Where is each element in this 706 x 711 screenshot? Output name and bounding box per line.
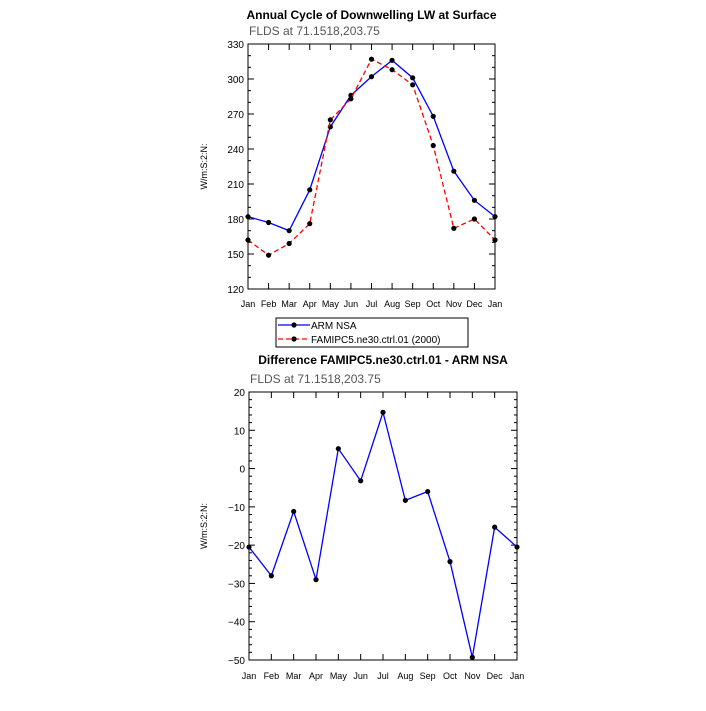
- series-2-point: [492, 237, 497, 242]
- series-2-point: [369, 57, 374, 62]
- y-tick-label: 0: [239, 464, 245, 476]
- y-tick-label: 10: [233, 426, 245, 438]
- series-2-point: [472, 216, 477, 221]
- x-tick-label: Nov: [445, 299, 462, 309]
- x-tick-label: Jun: [343, 299, 359, 309]
- y-tick-label: −20: [228, 541, 245, 553]
- x-tick-label: Feb: [260, 299, 277, 309]
- series-1-point: [410, 75, 415, 80]
- series-1-point: [470, 655, 475, 660]
- series-1-point: [245, 214, 250, 219]
- series-1-point: [431, 114, 436, 119]
- series-1-point: [492, 214, 497, 219]
- x-tick-label: Apr: [308, 671, 324, 681]
- y-tick-label: 270: [227, 110, 244, 121]
- chart-panel-2: [199, 353, 524, 681]
- series-1-point: [287, 228, 292, 233]
- x-tick-label: Dec: [486, 671, 503, 681]
- y-tick-label: 240: [227, 145, 244, 156]
- series-2-point: [431, 143, 436, 148]
- x-tick-label: Dec: [466, 299, 483, 309]
- x-tick-label: May: [321, 299, 339, 309]
- chart-subtitle: FLDS at 71.1518,203.75: [250, 372, 381, 386]
- y-tick-label: −50: [228, 656, 245, 667]
- x-tick-label: Apr: [302, 299, 317, 309]
- series-1-point: [291, 509, 296, 514]
- y-tick-label: 330: [227, 40, 244, 51]
- x-tick-label: Jul: [365, 299, 378, 309]
- x-tick-label: Jan: [241, 671, 257, 681]
- x-tick-label: Nov: [464, 671, 481, 681]
- series-1-point: [358, 478, 363, 483]
- series-1-point: [246, 544, 251, 549]
- y-tick-label: 120: [227, 285, 244, 296]
- legend-marker-1: [291, 322, 296, 327]
- x-tick-label: Oct: [426, 299, 441, 309]
- x-tick-label: Jan: [487, 299, 503, 309]
- series-1-point: [403, 498, 408, 503]
- series-1-point: [447, 559, 452, 564]
- y-axis-label: W/m:S:2:N:: [199, 502, 209, 550]
- legend-label-2: FAMIPC5.ne30.ctrl.01 (2000): [311, 335, 441, 346]
- chart-title: Difference FAMIPC5.ne30.ctrl.01 - ARM NSA: [258, 353, 508, 367]
- series-1-point: [389, 58, 394, 63]
- series-2-point: [245, 237, 250, 242]
- series-line-1: [248, 60, 495, 230]
- series-1-point: [307, 187, 312, 192]
- series-2-point: [451, 226, 456, 231]
- y-tick-label: −40: [228, 617, 245, 629]
- series-2-point: [410, 82, 415, 87]
- series-1-point: [514, 544, 519, 549]
- series-2-point: [328, 117, 333, 122]
- y-axis-label: W/m:S:2:N:: [199, 143, 209, 190]
- y-tick-label: −10: [228, 502, 245, 514]
- series-2-point: [266, 253, 271, 258]
- x-tick-label: Aug: [384, 299, 401, 309]
- series-1-point: [269, 573, 274, 578]
- series-2-point: [348, 96, 353, 101]
- series-1-point: [492, 525, 497, 530]
- x-tick-label: Sep: [404, 299, 421, 309]
- legend-marker-2: [291, 336, 296, 341]
- series-1-point: [266, 220, 271, 225]
- series-2-point: [287, 241, 292, 246]
- series-2-point: [307, 221, 312, 226]
- chart-panel-1: [199, 8, 502, 347]
- chart-title: Annual Cycle of Downwelling LW at Surface: [246, 8, 497, 22]
- y-tick-label: 210: [227, 180, 244, 191]
- y-tick-label: 150: [227, 250, 244, 261]
- series-1-point: [336, 446, 341, 451]
- x-tick-label: Mar: [285, 671, 302, 681]
- series-1-point: [425, 489, 430, 494]
- chart-subtitle: FLDS at 71.1518,203.75: [249, 24, 380, 38]
- legend: [276, 318, 468, 347]
- series-1-point: [380, 410, 385, 415]
- x-tick-label: Feb: [263, 671, 280, 681]
- x-tick-label: Jun: [353, 671, 368, 681]
- plot-frame: [248, 44, 495, 289]
- y-tick-label: 300: [227, 75, 244, 86]
- x-tick-label: May: [329, 671, 347, 681]
- series-1-point: [451, 169, 456, 174]
- x-tick-label: Sep: [419, 671, 436, 681]
- series-1-point: [369, 74, 374, 79]
- x-tick-label: Aug: [397, 671, 414, 681]
- x-tick-label: Mar: [281, 299, 297, 309]
- series-line-2: [248, 59, 495, 255]
- legend-label-1: ARM NSA: [311, 321, 357, 332]
- x-tick-label: Jan: [240, 299, 256, 309]
- series-1-point: [313, 577, 318, 582]
- x-tick-label: Oct: [442, 671, 458, 681]
- series-2-point: [389, 67, 394, 72]
- y-tick-label: 180: [227, 215, 244, 226]
- y-tick-label: −30: [228, 579, 245, 591]
- y-tick-label: 20: [233, 388, 245, 399]
- x-tick-label: Jul: [377, 671, 389, 681]
- x-tick-label: Jan: [509, 671, 525, 681]
- series-1-point: [472, 198, 477, 203]
- series-line-1: [249, 412, 517, 657]
